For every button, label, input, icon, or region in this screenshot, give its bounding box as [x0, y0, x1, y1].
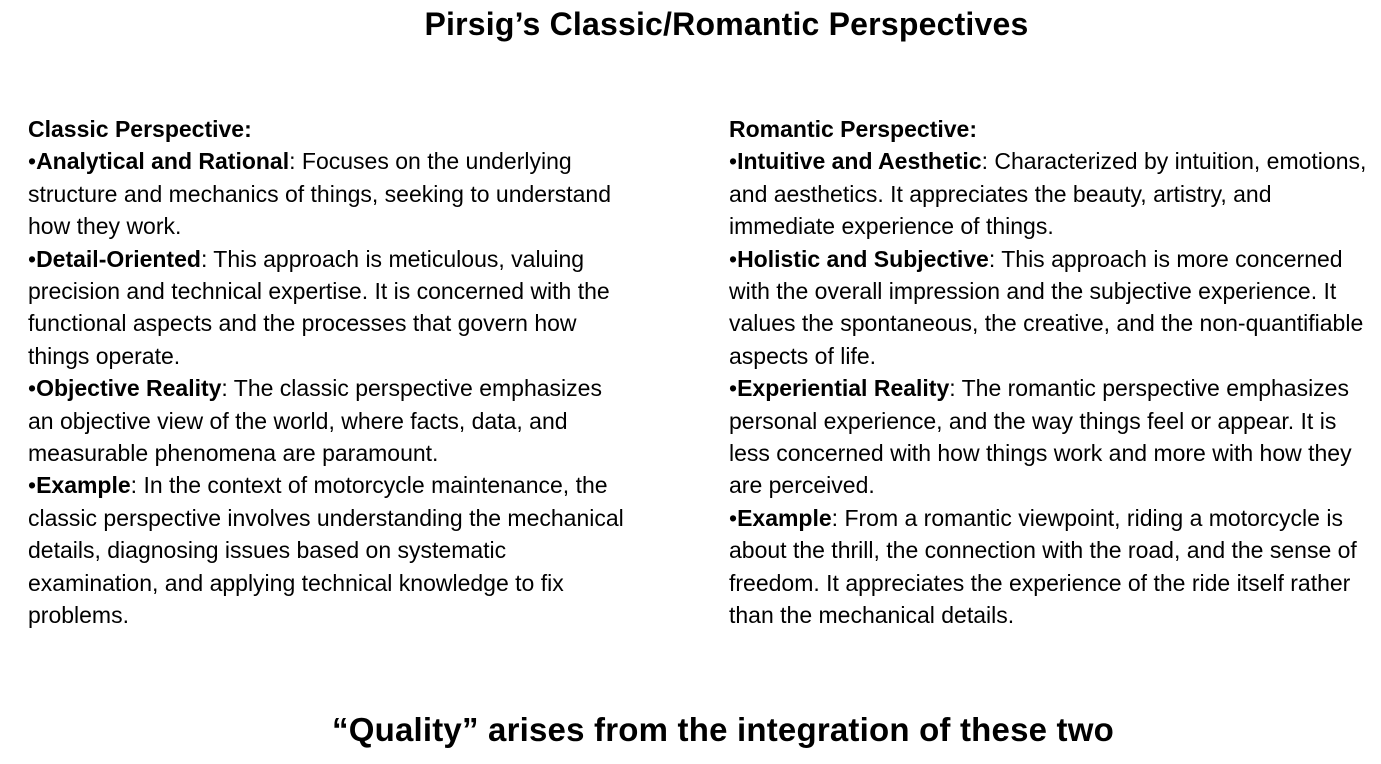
bullet-text: : The classic perspective emphasizes an objective view of the world, where facts, data, and measurable phenomena are paramount.: [28, 375, 602, 467]
classic-column: [28, 113, 628, 632]
bullet-marker: •: [729, 504, 738, 531]
bullet-text: : The romantic perspective emphasizes personal experience, and the way things feel or appear. It is less concerned with how things work and more with how they are perceived.: [729, 375, 1352, 499]
bullet-term: Detail-Oriented: [36, 245, 201, 272]
bullet-marker: •: [729, 375, 738, 402]
classic-bullet-example: [28, 469, 628, 631]
bullet-marker: •: [28, 148, 37, 175]
bullet-term: Example: [36, 472, 131, 499]
classic-bullet-analytical: [28, 145, 628, 242]
bullet-text: : In the context of motorcycle maintenance, the classic perspective involves understanding the mechanical details, diagnosing issues based on systematic examination, and applying technical knowledge to fix problems.: [28, 472, 624, 629]
bullet-marker: •: [28, 375, 37, 402]
romantic-column: [729, 113, 1377, 632]
slide-title: Pirsig’s Classic/Romantic Perspectives: [424, 6, 1029, 42]
bullet-text: : From a romantic viewpoint, riding a motorcycle is about the thrill, the connection with the road, and the sense of freedom. It appreciates the experience of the ride itself rather than the mechanical details.: [729, 504, 1357, 629]
bullet-term: Experiential Reality: [737, 375, 950, 402]
classic-heading: Classic Perspective:: [28, 116, 252, 142]
bullet-term: Example: [737, 504, 832, 531]
bullet-text: : Focuses on the underlying structure and mechanics of things, seeking to understand how they work.: [28, 148, 612, 240]
bullet-text: : This approach is more concerned with the overall impression and the subjective experience. It values the spontaneous, the creative, and the non-quantifiable aspects of life.: [729, 245, 1364, 369]
classic-bullet-objective: [28, 372, 628, 469]
bullet-term: Objective Reality: [36, 375, 222, 402]
bullet-term: Intuitive and Aesthetic: [737, 148, 982, 175]
bullet-marker: •: [28, 245, 37, 272]
bullet-term: Holistic and Subjective: [737, 245, 989, 272]
bullet-marker: •: [28, 472, 37, 499]
bullet-term: Analytical and Rational: [36, 148, 290, 175]
classic-bullet-detail: [28, 243, 628, 373]
romantic-bullet-intuitive: [729, 145, 1377, 242]
romantic-heading: Romantic Perspective:: [729, 116, 977, 142]
bullet-text: : Characterized by intuition, emotions, and aesthetics. It appreciates the beauty, artistry, and immediate experience of things.: [729, 148, 1367, 240]
romantic-bullet-experiential: [729, 372, 1377, 502]
romantic-bullet-holistic: [729, 243, 1377, 373]
romantic-bullet-example: [729, 502, 1377, 632]
bullet-text: : This approach is meticulous, valuing precision and technical expertise. It is concerned with the functional aspects and the processes that govern how things operate.: [28, 245, 610, 369]
bullet-marker: •: [729, 148, 738, 175]
footer-statement: “Quality” arises from the integration of these two: [332, 711, 1114, 748]
bullet-marker: •: [729, 245, 738, 272]
